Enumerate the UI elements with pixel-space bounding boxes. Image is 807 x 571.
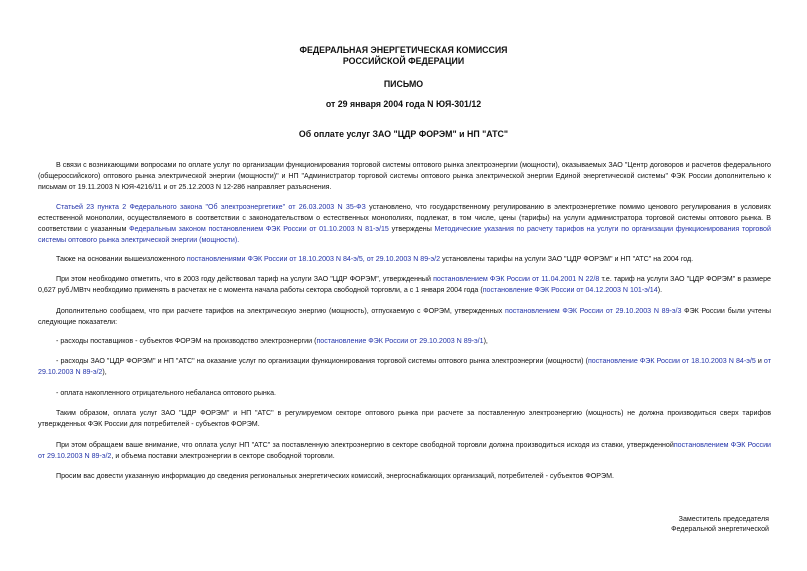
- resolution-2001-link[interactable]: постановлением ФЭК России от 11.04.2001 N 22/8: [433, 275, 600, 283]
- list-item-text: ),: [102, 368, 107, 376]
- resolution-89-2-link[interactable]: от 29.10.2003 N 89-э/2: [38, 357, 771, 376]
- paragraph-legal-basis: [38, 202, 771, 246]
- paragraph-text: ФЭК России были учтены следующие показатели:: [38, 307, 771, 326]
- paragraph-request: [38, 471, 771, 482]
- law-article-link[interactable]: Статьей 23 пункта 2 Федерального закона "Об электроэнергетике" от 26.03.2003 N 35-ФЗ: [56, 203, 366, 211]
- resolution-89-1-link[interactable]: постановление ФЭК России от 29.10.2003 N 89-э/1: [316, 337, 484, 345]
- document-subject: Об оплате услуг ЗАО "ЦДР ФОРЭМ" и НП "АТС": [298, 129, 509, 139]
- paragraph-text: утверждены: [391, 225, 432, 233]
- resolution-89-3-link[interactable]: постановлением ФЭК России от 29.10.2003 N 89-э/3: [504, 307, 682, 315]
- paragraph-text: ).: [657, 286, 663, 294]
- document-date-number: от 29 января 2004 года N ЮЯ-301/12: [325, 99, 482, 109]
- document-type: ПИСЬМО: [383, 79, 424, 89]
- paragraph-conclusion: [38, 408, 771, 430]
- paragraph-indicators: [38, 306, 771, 328]
- list-item-text: и: [757, 357, 762, 365]
- paragraph-text: Просим вас довести указанную информацию до сведения региональных энергетических комиссий, энергоснабжающих организаций, потребителей - субъектов ФОРЭМ.: [56, 472, 614, 480]
- list-item-cdr-ats-costs: [38, 356, 771, 378]
- resolution-84-5-link[interactable]: постановление ФЭК России от 18.10.2003 N 84-э/5: [587, 357, 756, 365]
- org-name-line2: РОССИЙСКОЙ ФЕДЕРАЦИИ: [342, 56, 465, 66]
- resolution-101-link[interactable]: постановление ФЭК России от 04.12.2003 N 101-э/14: [482, 286, 658, 294]
- paragraph-text: При этом необходимо отметить, что в 2003 году действовал тариф на услуги ЗАО "ЦДР ФОРЭМ", утвержденный: [56, 275, 431, 283]
- list-item-text: ),: [483, 337, 488, 345]
- resolutions-link[interactable]: постановлениями ФЭК России от 18.10.2003 N 84-э/5, от 29.10.2003 N 89-э/2: [186, 255, 441, 263]
- resolution-89-2-rate-link[interactable]: постановлением ФЭК России от 29.10.2003 N 89-э/2: [38, 441, 771, 460]
- list-item-imbalance: [38, 388, 771, 399]
- list-item-text: - оплата накопленного отрицательного небаланса оптового рынка.: [56, 389, 277, 397]
- signature-title-line2: Федеральной энергетической: [671, 525, 769, 533]
- paragraph-text: т.е. тариф на услуги ЗАО "ЦДР ФОРЭМ" в размере 0,627 руб./МВтч необходимо применять в расчетах не с момента начала работы сектора свободной торговли, а с 1 января 2004 года (: [38, 275, 771, 294]
- list-item-supplier-costs: [38, 336, 771, 347]
- paragraph-text: Также на основании вышеизложенного: [56, 255, 185, 263]
- org-name-line1: ФЕДЕРАЛЬНАЯ ЭНЕРГЕТИЧЕСКАЯ КОМИССИЯ: [299, 45, 508, 55]
- list-item-text: - расходы ЗАО "ЦДР ФОРЭМ" и НП "АТС" на оказание услуг по организации функционирования торговой системы оптового рынка электроэнергии (мощности) (: [56, 357, 588, 365]
- paragraph-ats-payment: [38, 440, 771, 462]
- paragraph-tariff-2003: [38, 274, 771, 296]
- paragraph-text: Дополнительно сообщаем, что при расчете тарифов на электрическую энергию (мощность), отпускаемую с ФОРЭМ, утвержденных: [56, 307, 503, 315]
- paragraph-text: Таким образом, оплата услуг ЗАО "ЦДР ФОРЭМ" и НП "АТС" в регулируемом секторе оптового рынка при расчете за поставленную электроэнергию (мощность) не должна производиться сверх тарифов утвержденных ФЭК России для потребителей - субъектов ФОРЭМ.: [38, 409, 771, 428]
- paragraph-text: , и объема поставки электроэнергии в секторе свободной торговли.: [111, 452, 335, 460]
- methodology-link[interactable]: Методические указания по расчету тарифов на услуги по организации функционирования торговой системы оптового рынка электрической энергии (мощности).: [38, 225, 771, 244]
- fek-resolution-link[interactable]: Федеральным законом постановлением ФЭК России от 01.10.2003 N 81-э/15: [129, 225, 389, 233]
- paragraph-text: установлены тарифы на услуги ЗАО "ЦДР ФОРЭМ" и НП "АТС" на 2004 год.: [442, 255, 694, 263]
- paragraph-text: установлено, что государственному регулированию в электроэнергетике помимо ценового регулирования в условиях естественной монополии, осуществляемого в соответствии с законодательством о естественных монополиях, подлежат, в том числе, цены (тарифы) на услуги администратора торговой системы оптового рынка. В соответствии с указанным: [38, 203, 771, 233]
- paragraph-tariffs-2004: [38, 254, 771, 265]
- paragraph-text: При этом обращаем ваше внимание, что оплата услуг НП "АТС" за поставленную электроэнергию в секторе свободной торговли должна производиться исходя из ставки, утвержденной: [56, 441, 674, 449]
- signature-title-line1: Заместитель председателя: [678, 515, 769, 523]
- paragraph-intro: [38, 160, 771, 193]
- list-item-text: - расходы поставщиков - субъектов ФОРЭМ на производство электроэнергии (: [56, 337, 317, 345]
- paragraph-text: В связи с возникающими вопросами по оплате услуг по организации функционирования торговой системы оптового рынка электроэнергии (мощности), оказываемых ЗАО "Центр договоров и расчетов федерального (общероссийского) оптового рынка электрической энергии (мощности)" и НП "Администратор торговой системы оптового рынка электрической энергии Единой энергетической системы" ФЭК России дополнительно к письмам от 19.11.2003 N ЮЯ-4216/11 и от 25.12.2003 N 12-286 направляет разъяснения.: [38, 161, 771, 191]
